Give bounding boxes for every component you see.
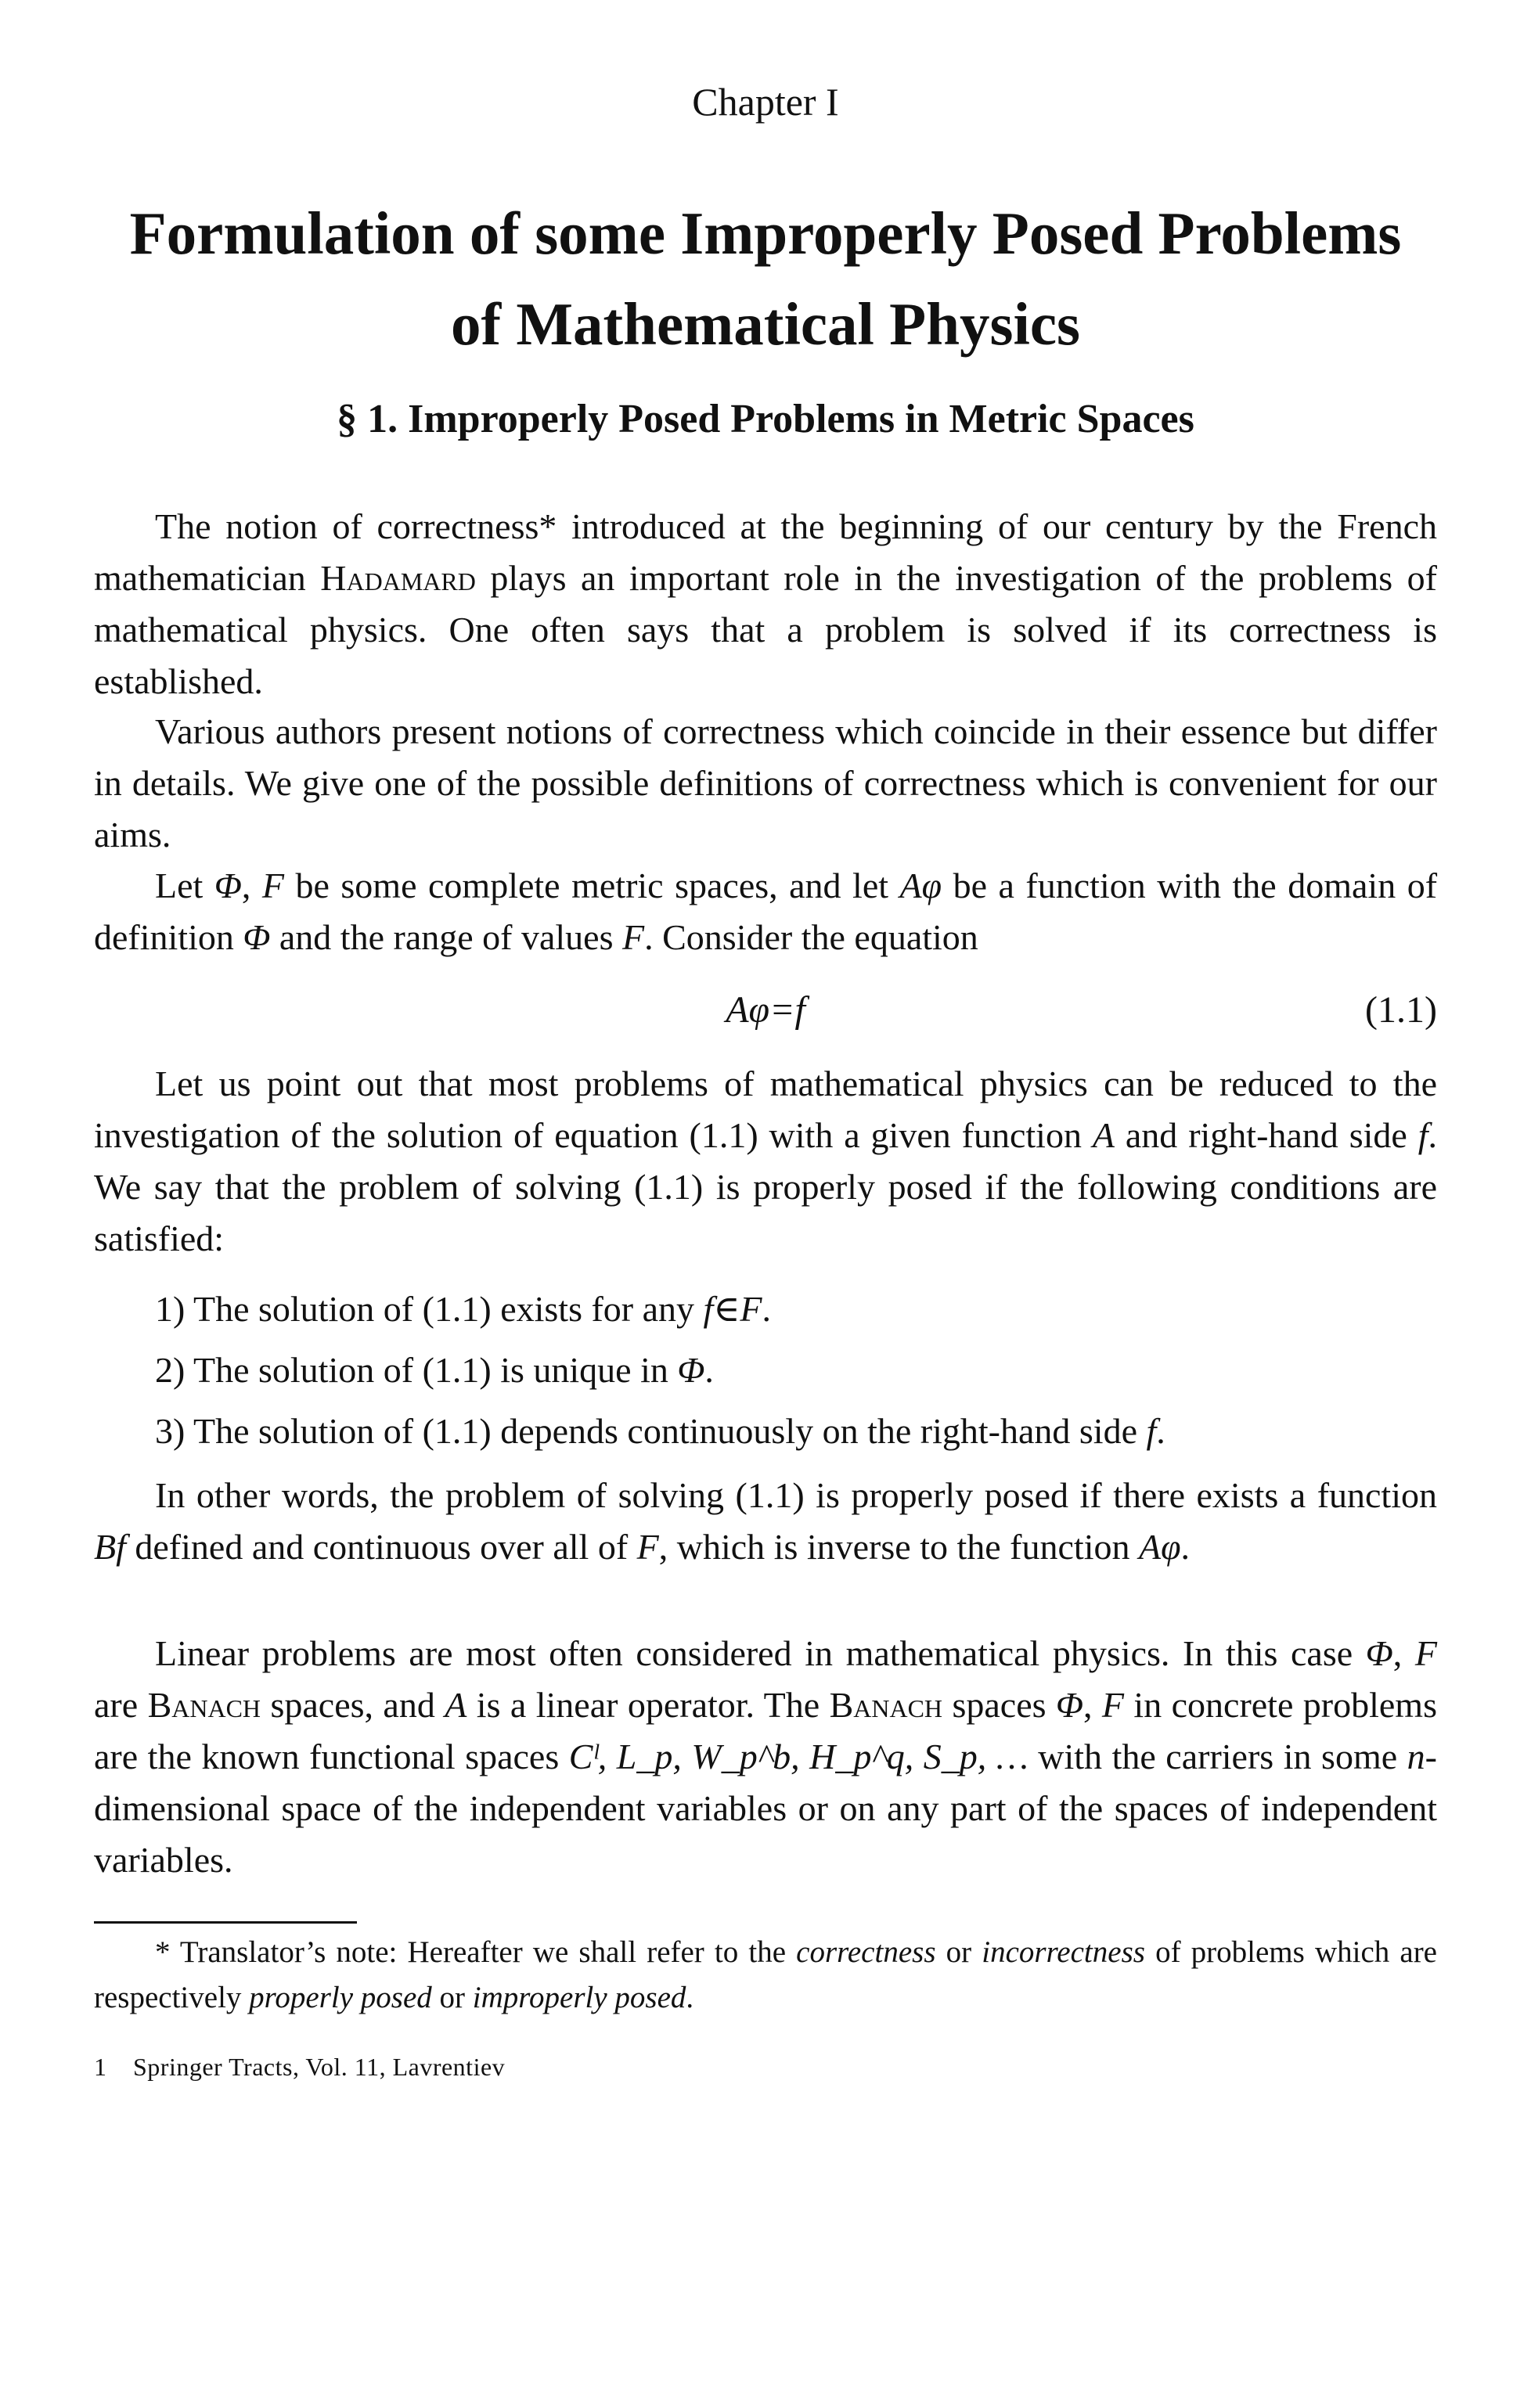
math-F: F (1101, 1685, 1124, 1725)
math-A: A (445, 1685, 467, 1725)
p6-text-i: with the carriers in some (1028, 1737, 1407, 1776)
p4-text-a: Let us point out that most problems of mathematical physics can be reduced to the investigation of the solution of equation (1.1) with a given function (94, 1064, 1437, 1155)
p4-text-c: . We say that the problem of solving (1.1) is properly posed if the following conditions are satisfied: (94, 1115, 1437, 1258)
p5-text-b: defined and continuous over all of (125, 1527, 637, 1567)
math-F: F (636, 1527, 659, 1567)
p4-text-b: and right-hand side (1114, 1115, 1418, 1155)
math-phi: Φ (1365, 1633, 1393, 1673)
equation-1-1 (94, 984, 1437, 1036)
page-footer (94, 2052, 798, 2082)
chapter-title-line-2: of Mathematical Physics (450, 290, 1081, 358)
p6-text-a: Linear problems are most often considered in mathematical physics. In this case (155, 1633, 1366, 1673)
math-Bf: Bf (94, 1527, 126, 1567)
math-A-phi: Aφ (899, 866, 942, 905)
math-A-phi: Aφ (1138, 1527, 1181, 1567)
footnote-text-d: or (431, 1981, 473, 2014)
paragraph-5 (94, 1470, 1437, 1573)
name-banach: Banach (147, 1685, 261, 1725)
footnote-text-b: or (935, 1935, 982, 1969)
footnote-term-improperly-posed: improperly posed (472, 1981, 686, 2014)
equation-body: Aφ=f (726, 989, 805, 1031)
math-F: F (622, 917, 645, 957)
math-f: f (1418, 1115, 1428, 1155)
paragraph-6 (94, 1628, 1437, 1886)
math-phi: Φ (1055, 1685, 1083, 1725)
footnote-text-c: of problems which are respectively (94, 1935, 1437, 2014)
p2-text: Various authors present notions of correctness which coincide in their essence but differ in details. We give one of the possible definitions of correctness which is convenient for our aims. (94, 711, 1437, 855)
math-phi: Φ (677, 1350, 705, 1390)
math-n: n (1407, 1737, 1425, 1776)
condition-3-end: . (1156, 1411, 1165, 1451)
p6-text-c: are (94, 1685, 148, 1725)
name-banach: Banach (829, 1685, 943, 1725)
p5-text-d: . (1180, 1527, 1191, 1567)
name-hadamard: Hadamard (320, 558, 476, 598)
p3-text-a: Let (155, 866, 214, 905)
condition-3 (155, 1406, 1439, 1457)
chapter-title (94, 188, 1437, 369)
p5-text-a: In other words, the problem of solving (1.1) is properly posed if there exists a function (155, 1475, 1437, 1515)
footnote (94, 1930, 1437, 2021)
chapter-title-line-1: Formulation of some Improperly Posed Problems (129, 200, 1402, 267)
p3-text-d: be a function with the domain of definition (94, 866, 1438, 957)
footnote-term-properly-posed: properly posed (249, 1981, 432, 2014)
p3-text-e: and the range of values (270, 917, 622, 957)
condition-1-text: 1) The solution of (1.1) exists for any (155, 1289, 704, 1329)
math-phi: Φ (214, 866, 242, 905)
p3-text-b: , (241, 866, 262, 905)
p1-text-a: The notion of correctness* introduced at the beginning of our century by the French mathematician (94, 506, 1437, 598)
paragraph-1 (94, 501, 1437, 707)
footnote-term-incorrectness: incorrectness (982, 1935, 1145, 1969)
p6-text-d: spaces, and (261, 1685, 445, 1725)
math-function-spaces: Cˡ, L_p, W_p^b, H_p^q, S_p, … (568, 1737, 1028, 1776)
condition-1 (155, 1283, 1439, 1335)
signature-text: Springer Tracts, Vol. 11, Lavrentiev (133, 2053, 506, 2081)
p6-text-g: , (1083, 1685, 1102, 1725)
footnote-divider (94, 1921, 357, 1924)
p3-text-f: . Consider the equation (644, 917, 978, 957)
paragraph-4 (94, 1058, 1437, 1265)
p6-text-f: spaces (942, 1685, 1056, 1725)
p3-text-c: be some complete metric spaces, and let (283, 866, 900, 905)
math-phi: Φ (243, 917, 271, 957)
condition-2-text: 2) The solution of (1.1) is unique in (155, 1350, 678, 1390)
footnote-term-correctness: correctness (796, 1935, 936, 1969)
footnote-text-a: * Translator’s note: Hereafter we shall refer to the (155, 1935, 797, 1969)
equation-number: (1.1) (1365, 989, 1437, 1031)
signature-number: 1 (94, 2053, 107, 2081)
p6-text-b: , (1392, 1633, 1415, 1673)
math-f-in-F: f∈F (703, 1289, 762, 1329)
p6-text-h: in concrete problems are the known functional spaces (94, 1685, 1437, 1776)
condition-3-text: 3) The solution of (1.1) depends continuously on the right-hand side (155, 1411, 1147, 1451)
chapter-label: Chapter I (692, 80, 839, 124)
p6-text-j: -dimensional space of the independent variables or on any part of the spaces of independent variables. (94, 1737, 1437, 1880)
p5-text-c: , which is inverse to the function (658, 1527, 1139, 1567)
p6-text-e: is a linear operator. The (467, 1685, 830, 1725)
condition-1-end: . (762, 1289, 771, 1329)
paragraph-2 (94, 706, 1437, 861)
math-F: F (261, 866, 284, 905)
section-heading: § 1. Improperly Posed Problems in Metric Spaces (337, 397, 1194, 441)
p1-text-b: plays an important role in the investigation of the problems of mathematical physics. One often says that a problem is solved if its correctness is established. (94, 558, 1437, 701)
footnote-text-e: . (686, 1981, 694, 2014)
math-F: F (1414, 1633, 1438, 1673)
math-A: A (1092, 1115, 1115, 1155)
paragraph-3 (94, 860, 1437, 963)
condition-2-end: . (704, 1350, 714, 1390)
math-f: f (1146, 1411, 1157, 1451)
condition-2 (155, 1344, 1439, 1396)
